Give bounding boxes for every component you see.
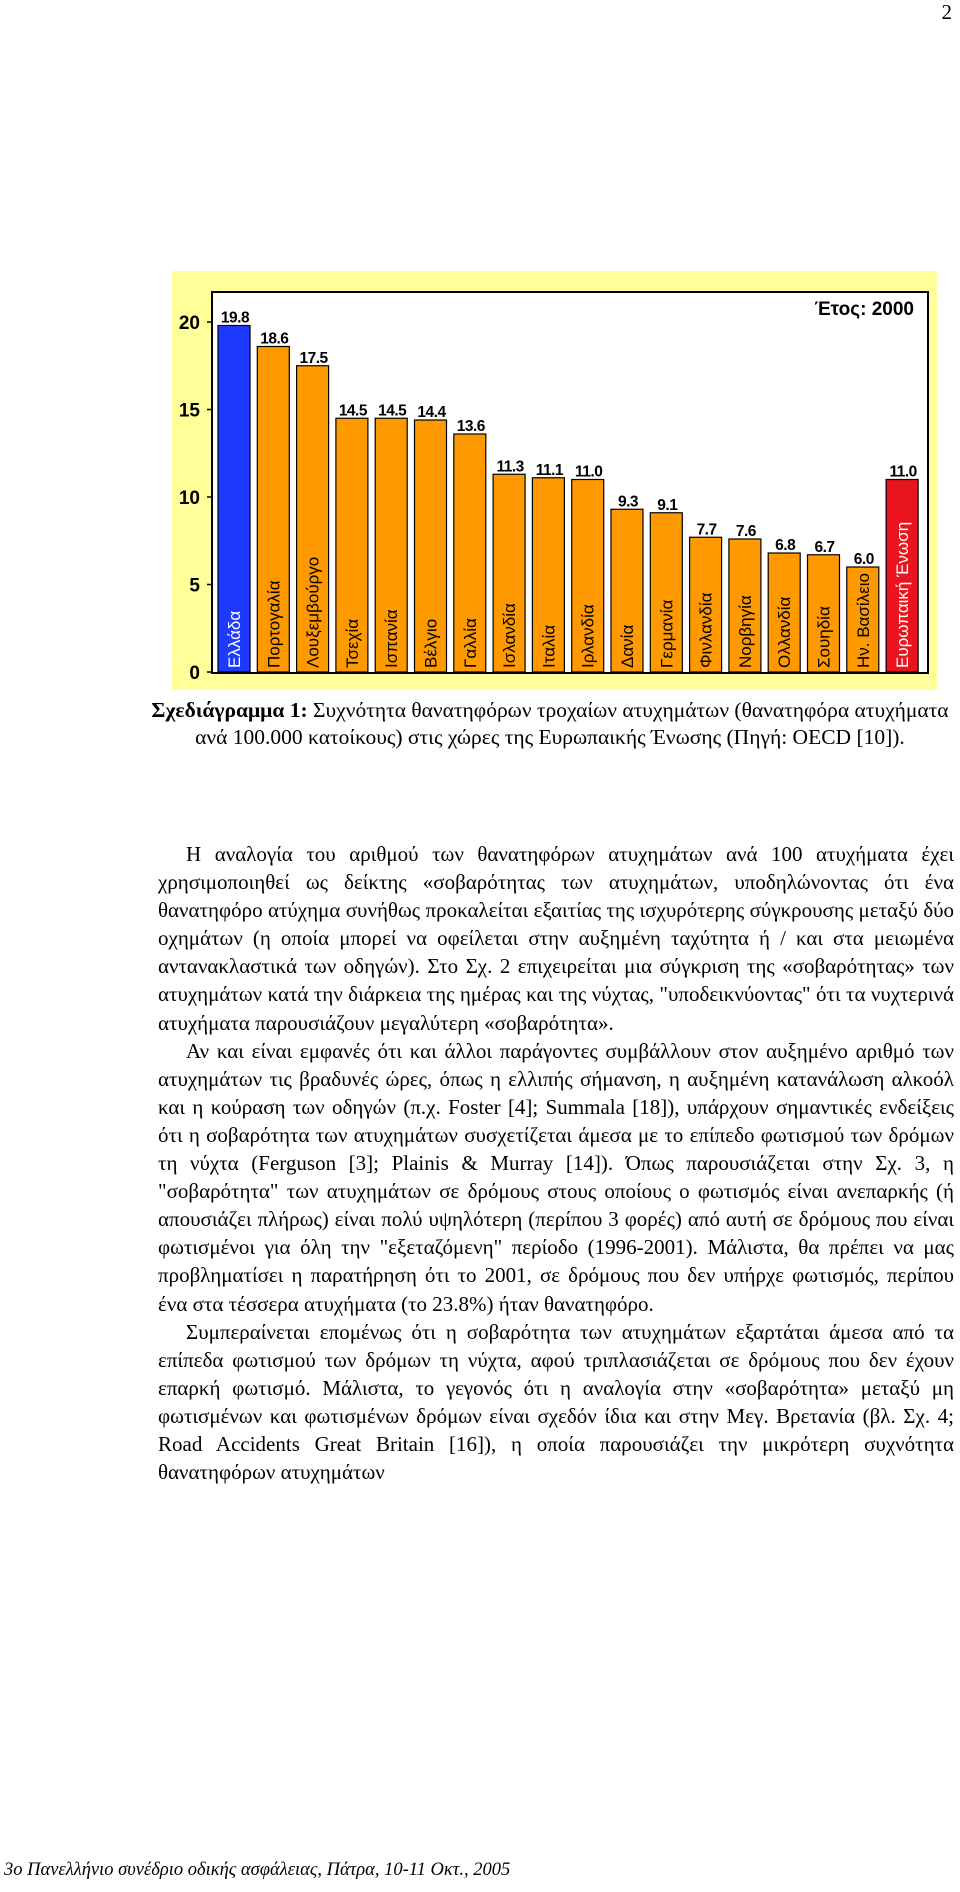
category-label: Ελλάδα <box>225 610 244 668</box>
value-label: 9.1 <box>657 496 678 514</box>
paragraph-3: Συμπεραίνεται επομένως ότι η σοβαρότητα των ατυχημάτων εξαρτάται άμεσα από τα επίπεδα φωτισμού των δρόμων τη νύχτα, αφού τριπλασιάζεται σε δρόμους που δεν έχουν επαρκή φωτισμό. Μάλιστα, το γεγονός ότι η αναλογία στην «σοβαρότητα» μεταξύ μη φωτισμένων και φωτισμένων δρόμων είναι σχεδόν ίδια και στην Μεγ. Βρετανία (βλ. Σχ. 4; Road Accidents Great Britain [16]), η οποία παρουσιάζει την μικρότερη συχνότητα θανατηφόρων ατυχημάτων <box>158 1319 954 1485</box>
value-label: 7.7 <box>696 521 717 539</box>
caption-label: Σχεδιάγραμμα 1: <box>151 698 308 722</box>
category-label: Γερμανία <box>657 599 677 668</box>
fatality-rate-bar-chart <box>172 271 937 690</box>
category-label: Ευρωπαική Ένωση <box>893 521 913 668</box>
y-tick-label: 10 <box>178 488 200 509</box>
page-footer: 3ο Πανελλήνιο συνέδριο οδικής ασφάλειας, Πάτρα, 10-11 Οκτ., 2005 <box>4 1860 511 1880</box>
value-label: 11.0 <box>575 463 603 481</box>
category-label: Νορβηγία <box>735 595 755 668</box>
value-label: 7.6 <box>735 523 756 540</box>
y-tick-label: 0 <box>189 663 200 684</box>
body-text <box>158 840 954 1486</box>
category-label: Τσεχία <box>342 618 362 668</box>
value-label: 18.6 <box>260 330 289 348</box>
value-label: 9.3 <box>617 493 639 511</box>
value-label: 14.4 <box>417 404 446 421</box>
paragraph-2: Αν και είναι εμφανές ότι και άλλοι παράγοντες συμβάλλουν στον αυξημένο αριθμό των ατυχημάτων τις βραδυνές ώρες, όπως η ελλιπής σήμανση, η αυξημένη κατανάλωση αλκοόλ και η κούραση των οδηγών (π.χ. Foster [4]; Summala [18]), υπάρχουν σημαντικές ενδείξεις ότι η σοβαρότητα των ατυχημάτων συσχετίζεται άμεσα με το επίπεδο φωτισμού των δρόμων τη νύχτα (Ferguson [3]; Plainis & Murray [14]). Όπως παρουσιάζεται στην Σχ. 3, η "σοβαρότητα" των ατυχημάτων σε δρόμους στους οποίους ο φωτισμός είναι ανεπαρκής (ή απουσιάζει πλήρως) είναι πολύ υψηλότερη (περίπου 3 φορές) από αυτή σε δρόμους που είναι φωτισμένοι για όλη την "εξεταζόμενη" περίοδο (1996-2001). Μάλιστα, θα πρέπει να μας προβληματίσει η παρατήρηση ότι το 2001, σε δρόμους που δεν υπήρχε φωτισμός, περίπου ένα στα τέσσερα ατυχήματα (το 23.8%) ήταν θανατηφόρο. <box>158 1038 954 1316</box>
category-label: Ην. Βασίλειο <box>853 573 873 668</box>
category-label: Ιταλία <box>539 624 559 668</box>
caption-text: Συχνότητα θανατηφόρων τροχαίων ατυχημάτων (θανατηφόρα ατυχήματα ανά 100.000 κατοίκους) στις χώρες της Ευρωπαικής Ένωσης (Πηγή: OECD [10]). <box>195 698 949 749</box>
category-label: Σουηδία <box>814 606 834 668</box>
category-label: Γαλλία <box>460 618 480 668</box>
category-label: Φινλανδία <box>696 592 716 668</box>
value-label: 6.7 <box>814 538 835 556</box>
value-label: 6.8 <box>775 537 796 554</box>
value-label: 17.5 <box>299 349 328 367</box>
category-label: Ολλανδία <box>775 596 795 668</box>
value-label: 14.5 <box>338 402 367 420</box>
value-label: 11.1 <box>535 461 564 479</box>
paragraph-1: Η αναλογία του αριθμού των θανατηφόρων ατυχημάτων ανά 100 ατυχήματα έχει χρησιμοποιηθεί ως δείκτης «σοβαρότητας των ατυχημάτων, υποδηλώνοντας ότι ένα θανατηφόρο ατύχημα συνήθως προκαλείται εξαιτίας της ισχυρότερης σύγκρουσης μεταξύ δύο οχημάτων (η οποία μπορεί να οφείλεται στην αυξημένη ταχύτητα ή / και στα μειωμένα αντανακλαστικά των οδηγών). Στο Σχ. 2 επιχειρείται μια σύγκριση της «σοβαρότητας» των ατυχημάτων κατά την διάρκεια της ημέρας και της νύχτας, "υποδεικνύοντας" ότι τα νυχτερινά ατυχήματα παρουσιάζουν μεγαλύτερη «σοβαρότητα». <box>158 842 954 1035</box>
value-label: 6.0 <box>853 551 874 568</box>
y-tick-label: 20 <box>178 313 200 334</box>
category-label: Δανία <box>618 624 637 668</box>
category-label: Πορτογαλία <box>264 580 284 668</box>
category-label: Ισπανία <box>382 609 402 668</box>
value-label: 11.3 <box>496 458 524 476</box>
value-label: 19.8 <box>220 309 250 327</box>
value-label: 13.6 <box>456 418 485 435</box>
category-label: Βέλγιο <box>421 618 441 668</box>
y-tick-label: 15 <box>178 400 200 422</box>
page-number: 2 <box>941 0 952 24</box>
value-label: 14.5 <box>378 402 407 420</box>
category-label: Ιρλανδία <box>578 604 598 668</box>
figure-caption <box>150 697 950 751</box>
chart-svg <box>172 271 937 690</box>
chart-annotation: Έτος: 2000 <box>814 299 914 320</box>
category-label: Λουξεμβούργο <box>303 556 323 668</box>
category-label: Ισλανδία <box>500 603 520 668</box>
value-label: 11.0 <box>889 463 917 481</box>
y-tick-label: 5 <box>189 575 200 597</box>
